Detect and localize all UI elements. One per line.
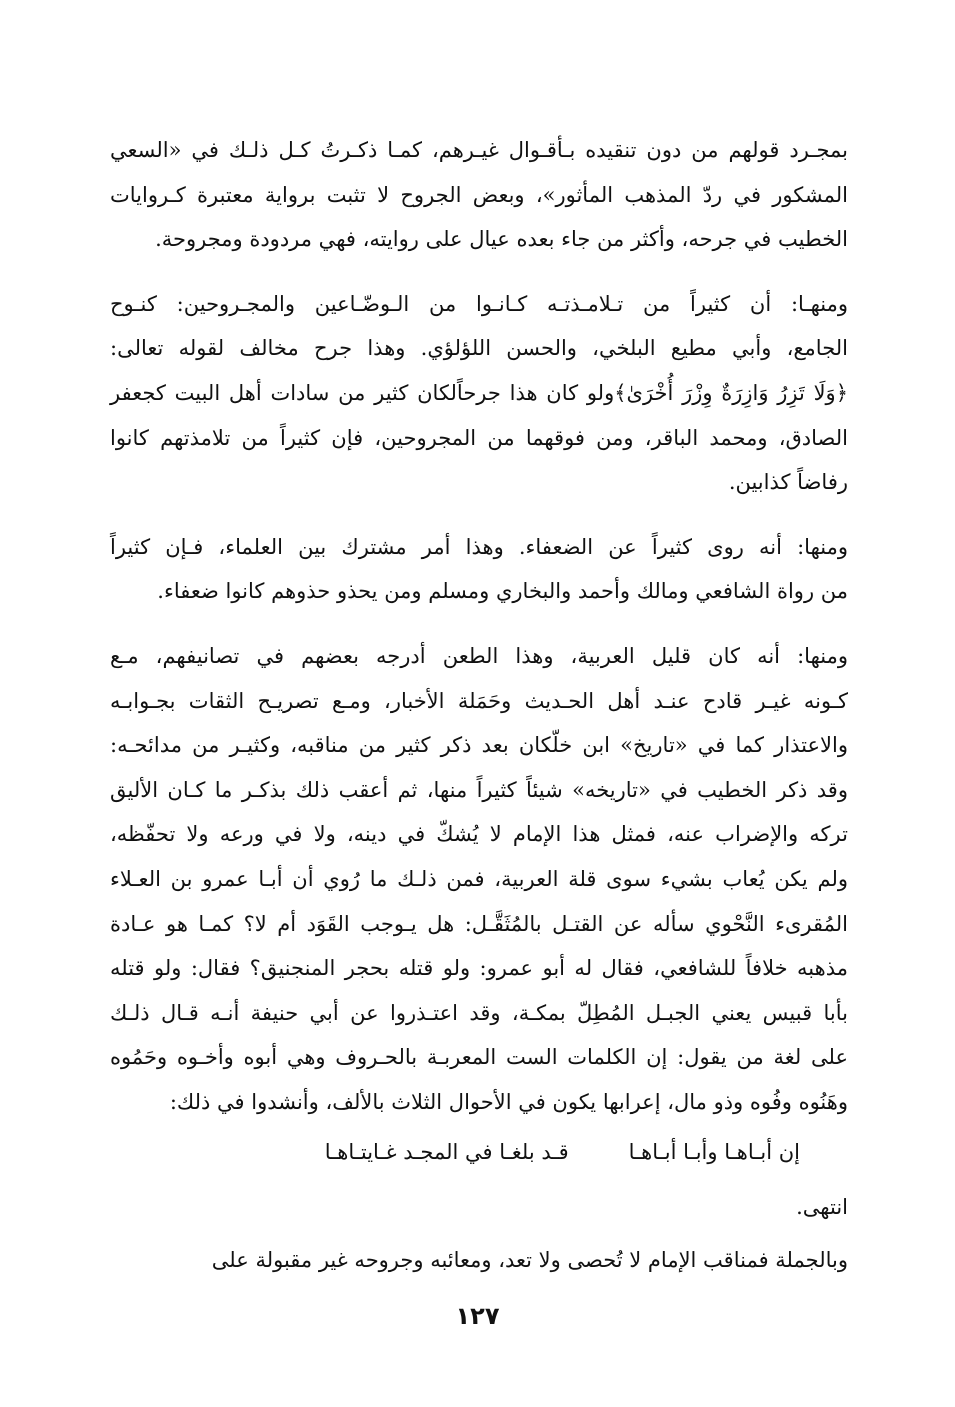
text-line: ومنها: أنه روى كثيراً عن الضعفاء. وهذا أمر مشترك بين العلماء، فـإن كثيراً xyxy=(110,534,848,559)
text-line: تركه والإضراب عنه، فمثل هذا الإمام لا يُشكّ في دينه، ولا في ورعه ولا تحفّظه، xyxy=(110,822,848,847)
text-line: من رواة الشافعي ومالك وأحمد والبخاري ومسلم ومن يحذو حذوهم كانوا ضعفاء. xyxy=(157,579,848,604)
text-line: بأبا قبيس يعني الجبـل المُطِلّ بمكـة، وقد اعتـذروا عن أبي حنيفة أنـه قـال ذلـك xyxy=(110,1000,848,1025)
text-line: الجامع، وأبي مطيع البلخي، والحسن اللؤلؤي. وهذا جرح مخالف لقوله تعالى: xyxy=(110,336,848,361)
paragraph-spacer xyxy=(110,505,848,525)
text-line: بمجـرد قولهم من دون تنقيده بـأقـوال غيـرهم، كمـا ذكـرتُ كـل ذلـك في «السعي xyxy=(110,138,848,162)
page-number: ١٢٧ xyxy=(455,1302,500,1330)
text-line: كـونه غيـر قادح عنـد أهل الحـديث وحَمَلة الأخبار، ومـع تصريـح الثقات بجـوابـه xyxy=(110,688,848,713)
closing-remark xyxy=(110,1185,848,1230)
text-line: الصادق، ومحمد الباقر، ومن فوقهما من المجروحين، فإن كثيراً من تلامذتهم كانوا xyxy=(110,425,848,450)
paragraph-4 xyxy=(110,634,848,1125)
text-line: الخطيب في جرحه، وأكثر من جاء بعده عيال على روايته، فهي مردودة ومجروحة. xyxy=(155,227,848,252)
paragraph-spacer xyxy=(110,1175,848,1185)
final-paragraph xyxy=(110,1238,848,1283)
page-body xyxy=(110,128,848,1282)
text-line: المُقرىء النَّحْوي سأله عن القتـل بالمُثَقَّـل: هل يـوجب القَوَد أم لا؟ كمـا هو عـادة xyxy=(110,911,848,936)
text-line: على لغة من يقول: إن الكلمات الست المعربـة بالحـروف وهي أبوه وأخـوه وحَمُوه xyxy=(110,1045,848,1070)
verse-second-hemistich: قـد بلغـا في المجـد غـايتـاهـا xyxy=(324,1140,569,1165)
poetry-verse xyxy=(110,1130,848,1175)
paragraph-spacer xyxy=(110,262,848,282)
text-line: ومنها: أنه كان قليل العربية، وهذا الطعن أدرجه بعضهم في تصانيفهم، مـع xyxy=(110,643,848,668)
text-line: المشكور في ردّ المذهب المأثور»، وبعض الجروح لا تثبت برواية معتبرة كـروايات xyxy=(110,182,848,207)
paragraph-1 xyxy=(110,128,848,262)
text-line: وقد ذكر الخطيب في «تاريخه» شيئاً كثيراً منها، ثم أعقب ذلك بذكـر ما كـان الأليق xyxy=(110,777,848,802)
paragraph-spacer xyxy=(110,614,848,634)
text-line: ولم يكن يُعاب بشيء سوى قلة العربية، فمن ذلـك ما رُوي أن أبـا عمرو بن العـلاء xyxy=(110,866,848,891)
paragraph-3 xyxy=(110,525,848,614)
verse-first-hemistich: إن أبـاهـا وأبـا أبـاهـا xyxy=(628,1140,800,1165)
text-line: والاعتذار كما في «تاريخ» ابن خلّكان بعد ذكر كثير من مناقبه، وكثيـر من مدائحـه: xyxy=(110,733,848,758)
text-line: ومنهـا: أن كثيراً من تـلامـذتـه كـانـوا من الـوضّـاعين والمجـروحين: كنـوح xyxy=(110,291,848,316)
paragraph-2 xyxy=(110,282,848,505)
paragraph-spacer xyxy=(110,1230,848,1238)
text-line: ﴿وَلَا تَزِرُ وَازِرَةٌ وِزْرَ أُخْرَىٰ﴾ولو كان هذا جرحاًلكان كثير من سادات أهل البيت كجعفر xyxy=(110,380,848,405)
text-line: مذهبه خلافاً للشافعي، فقال له أبو عمرو: ولو قتله بحجر المنجنيق؟ فقال: ولو قتله xyxy=(110,956,848,981)
text-line: انتهى. xyxy=(796,1195,848,1220)
text-line: رفاضاً كذابين. xyxy=(728,470,848,495)
text-line: وهَنُوه وفُوه وذو مال، إعرابها يكون في الأحوال الثلاث بالألف، وأنشدوا في ذلك: xyxy=(169,1089,848,1114)
text-line: وبالجملة فمناقب الإمام لا تُحصى ولا تعد، ومعائبه وجروحه غير مقبولة على xyxy=(211,1247,848,1272)
